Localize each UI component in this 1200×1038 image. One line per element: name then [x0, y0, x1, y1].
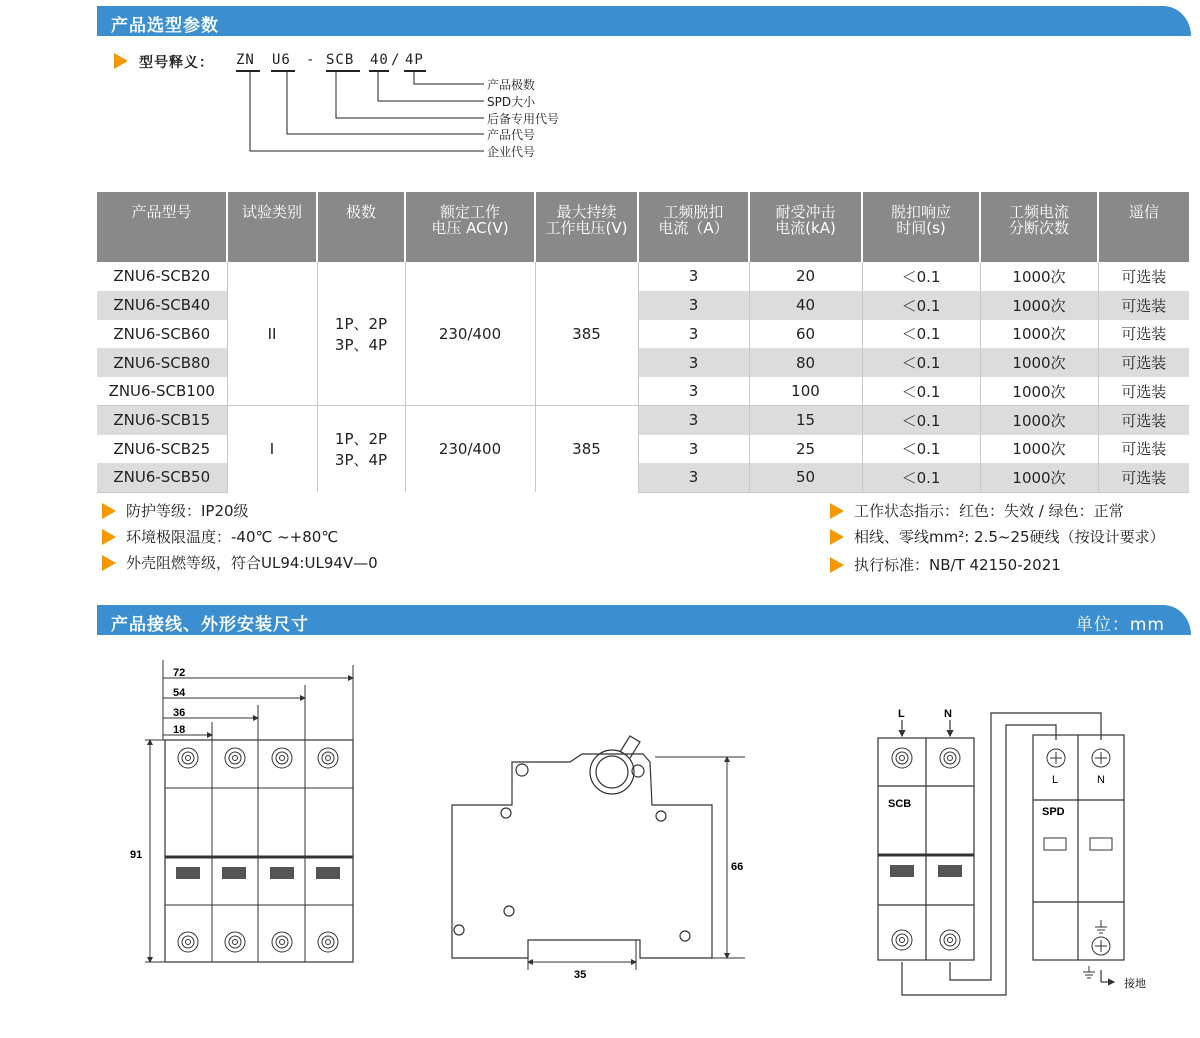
arrow-bullet-icon — [102, 503, 116, 519]
table-header-row — [97, 192, 1189, 262]
wiring-terminal-screws — [892, 748, 1112, 955]
cell-response: ＜0.1 — [862, 262, 980, 291]
cell-response: ＜0.1 — [862, 348, 980, 377]
note-standard: 执行标准：NB/T 42150-2021 — [830, 554, 1061, 575]
cell-breaks: 1000次 — [980, 291, 1098, 320]
dim-72: 72 — [173, 667, 186, 679]
arrow-bullet-icon — [102, 529, 116, 545]
table-row — [97, 262, 1189, 291]
cell-breaks: 1000次 — [980, 262, 1098, 291]
cell-impulse: 80 — [749, 348, 862, 377]
cell-breaks: 1000次 — [980, 348, 1098, 377]
cell-trip: 3 — [638, 262, 749, 291]
table-row — [97, 406, 1189, 435]
cell-trip: 3 — [638, 348, 749, 377]
label-ground: 接地 — [1124, 978, 1146, 990]
cell-remote: 可选装 — [1098, 463, 1189, 492]
section-header-wiring — [97, 605, 1191, 635]
cell-breaks: 1000次 — [980, 377, 1098, 406]
section-title: 产品选型参数 — [111, 16, 219, 36]
cell-remote: 可选装 — [1098, 291, 1189, 320]
cell-remote: 可选装 — [1098, 348, 1189, 377]
dimension-drawings — [0, 640, 1200, 1035]
label-L: L — [898, 708, 905, 720]
dim-35: 35 — [574, 969, 587, 981]
label-spd-L: L — [1052, 774, 1059, 786]
cell-response: ＜0.1 — [862, 406, 980, 435]
cell-impulse: 25 — [749, 435, 862, 464]
cell-remote: 可选装 — [1098, 262, 1189, 291]
cell-impulse: 50 — [749, 463, 862, 492]
note-temperature: 环境极限温度：-40℃ ~+80℃ — [102, 526, 338, 547]
cell-trip: 3 — [638, 463, 749, 492]
cell-model: ZNU6-SCB80 — [97, 348, 227, 377]
label-scb: SCB — [888, 798, 912, 810]
dim-66: 66 — [731, 861, 744, 873]
cell-impulse: 60 — [749, 320, 862, 349]
dim-91: 91 — [130, 849, 143, 861]
header-model: 产品型号 — [97, 192, 227, 262]
cell-model: ZNU6-SCB50 — [97, 463, 227, 492]
dim-18: 18 — [173, 724, 186, 736]
header-rated-voltage: 额定工作 电压 AC(V) — [405, 192, 535, 262]
legend-backup-code: 后备专用代号 — [487, 112, 560, 126]
header-response-time: 脱扣响应 时间(s) — [862, 192, 980, 262]
code-scb: SCB — [326, 52, 355, 68]
code-dash: - — [306, 52, 316, 68]
arrow-bullet-icon — [102, 555, 116, 571]
cell-impulse: 100 — [749, 377, 862, 406]
arrow-bullet-icon — [830, 503, 844, 519]
cell-remote: 可选装 — [1098, 377, 1189, 406]
cell-trip: 3 — [638, 320, 749, 349]
code-zn: ZN — [236, 52, 255, 68]
model-label: 型号释义： — [139, 55, 214, 71]
legend-poles: 产品极数 — [487, 78, 536, 92]
cell-model: ZNU6-SCB40 — [97, 291, 227, 320]
arrow-bullet-icon — [830, 529, 844, 545]
cell-response: ＜0.1 — [862, 320, 980, 349]
dim-36: 36 — [173, 707, 186, 719]
cell-test-class: I — [227, 406, 317, 492]
cell-max-voltage: 385 — [535, 262, 638, 406]
cell-trip: 3 — [638, 377, 749, 406]
label-spd: SPD — [1042, 806, 1065, 818]
cell-breaks: 1000次 — [980, 406, 1098, 435]
cell-rated-voltage: 230/400 — [405, 406, 535, 492]
cell-response: ＜0.1 — [862, 463, 980, 492]
header-impulse-current: 耐受冲击 电流(kA) — [749, 192, 862, 262]
spec-table — [97, 192, 1189, 493]
cell-trip: 3 — [638, 435, 749, 464]
cell-impulse: 40 — [749, 291, 862, 320]
cell-model: ZNU6-SCB100 — [108, 382, 215, 401]
label-spd-N: N — [1097, 774, 1105, 786]
legend-company-code: 企业代号 — [487, 145, 536, 159]
side-view-drawing — [452, 736, 712, 958]
cell-breaks: 1000次 — [980, 463, 1098, 492]
arrow-bullet-icon — [830, 557, 844, 573]
unit-label: 单位：mm — [1075, 615, 1165, 635]
header-trip-current: 工频脱扣 电流（A） — [638, 192, 749, 262]
cell-response: ＜0.1 — [862, 291, 980, 320]
header-remote-signal: 遥信 — [1098, 192, 1189, 262]
cell-model: ZNU6-SCB20 — [113, 267, 211, 286]
cell-impulse: 15 — [749, 406, 862, 435]
note-status-indicator: 工作状态指示：红色：失效 / 绿色：正常 — [830, 500, 1124, 521]
cell-impulse: 20 — [749, 262, 862, 291]
cell-max-voltage: 385 — [535, 406, 638, 492]
cell-remote: 可选装 — [1098, 406, 1189, 435]
cell-response: ＜0.1 — [862, 435, 980, 464]
code-slash: / — [391, 52, 401, 68]
wiring-diagram — [878, 713, 1124, 995]
cell-model: ZNU6-SCB15 — [97, 406, 227, 435]
front-view-drawing — [145, 660, 353, 962]
code-4p: 4P — [405, 52, 424, 68]
header-max-voltage: 最大持续 工作电压(V) — [535, 192, 638, 262]
cell-remote: 可选装 — [1098, 320, 1189, 349]
note-protection: 防护等级：IP20级 — [102, 500, 249, 521]
cell-test-class: II — [227, 262, 317, 406]
section-title: 产品接线、外形安装尺寸 — [111, 615, 309, 635]
cell-breaks: 1000次 — [980, 320, 1098, 349]
cell-trip: 3 — [638, 406, 749, 435]
cell-rated-voltage: 230/400 — [405, 262, 535, 406]
cell-response: ＜0.1 — [862, 377, 980, 406]
cell-poles: 1P、2P 3P、4P — [317, 406, 405, 492]
legend-spd-size: SPD大小 — [487, 95, 536, 109]
legend-product-code: 产品代号 — [487, 128, 536, 142]
dim-54: 54 — [173, 687, 186, 699]
cell-poles: 1P、2P 3P、4P — [317, 262, 405, 406]
cell-model: ZNU6-SCB60 — [113, 324, 211, 343]
code-40: 40 — [370, 52, 389, 68]
cell-remote: 可选装 — [1098, 435, 1189, 464]
note-flame-rating: 外壳阻燃等级，符合UL94:UL94V—0 — [102, 552, 378, 573]
header-test-class: 试验类别 — [227, 192, 317, 262]
label-N: N — [944, 708, 952, 720]
cell-breaks: 1000次 — [980, 435, 1098, 464]
note-wire-size: 相线、零线mm²: 2.5~25硬线（按设计要求） — [830, 526, 1165, 547]
code-u6: U6 — [272, 52, 291, 68]
cell-model: ZNU6-SCB25 — [113, 439, 211, 458]
header-break-count: 工频电流 分断次数 — [980, 192, 1098, 262]
cell-trip: 3 — [638, 291, 749, 320]
header-poles: 极数 — [317, 192, 405, 262]
